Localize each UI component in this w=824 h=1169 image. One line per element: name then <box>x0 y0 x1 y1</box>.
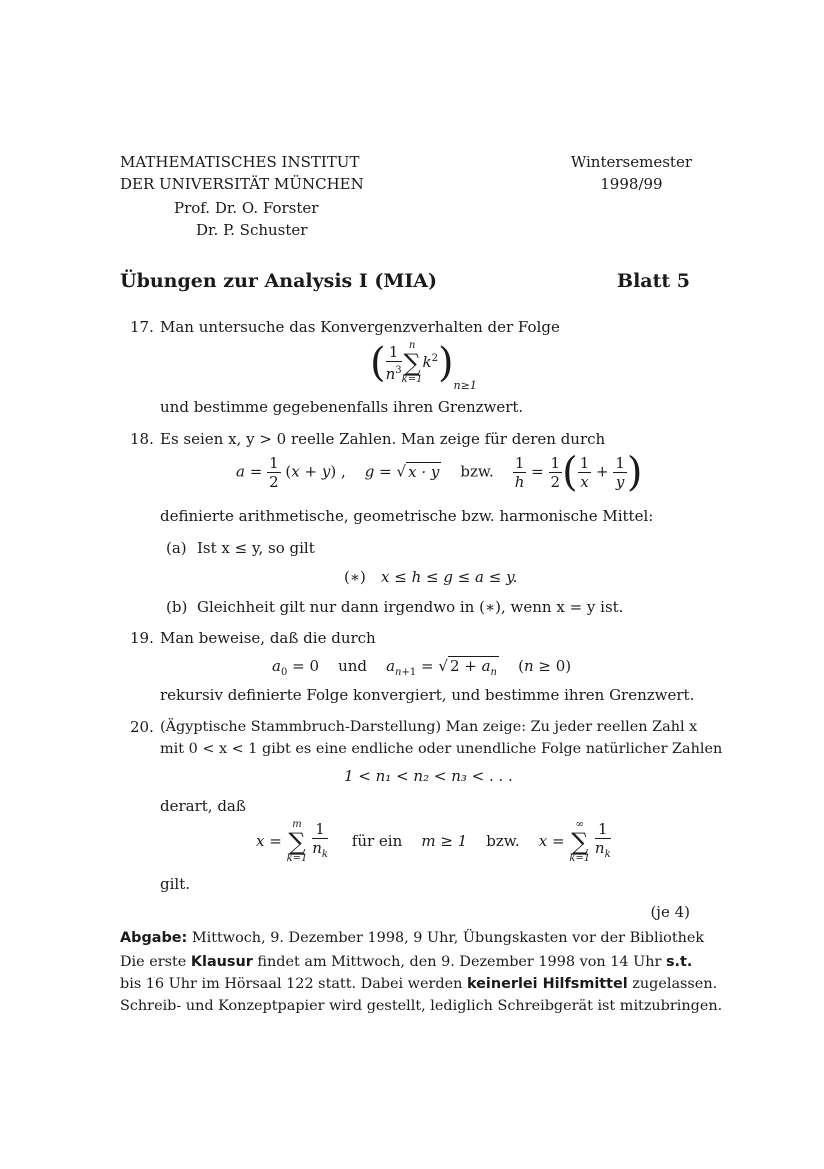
exercise-20-number: 20. <box>130 718 154 736</box>
exam-line-2 <box>120 973 717 995</box>
m-condition: m ≥ 1 <box>421 832 468 850</box>
assistant-name: Dr. P. Schuster <box>196 221 308 239</box>
staff <box>174 197 318 241</box>
exercise-17-text: Man untersuche das Konvergenzverhalten der Folge <box>160 318 560 336</box>
institute-name <box>120 151 364 195</box>
bzw-word: bzw. <box>486 832 520 850</box>
exercise-18-number: 18. <box>130 430 154 448</box>
exercise-20-line-2: mit 0 < x < 1 gibt es eine endliche oder unendliche Folge natürlicher Zahlen <box>160 741 723 757</box>
submission-label: Abgabe: <box>120 930 188 946</box>
exercise-18-a-text: Ist x ≤ y, so gilt <box>197 539 315 557</box>
professor-name: Prof. Dr. O. Forster <box>174 199 319 217</box>
exam-keyword: Klausur <box>190 954 253 970</box>
exercise-17-number: 17. <box>130 318 154 336</box>
exam-line-3: Schreib- und Konzeptpapier wird gestellt, lediglich Schreibgerät ist mitzubringen. <box>120 998 723 1014</box>
exercise-17-after: und bestimme gegebenenfalls ihren Grenzwert. <box>160 398 524 416</box>
exercise-18-formula: a = $\frac{1}{2}$ (x + y) , g = √ x · y bzw. $\frac{1}{h}$ = $\frac{1}{2}$ ( $\frac{1}{x}$ + $\frac{1}{y}$ ) <box>236 449 643 496</box>
sheet-number: Blatt 5 <box>617 270 690 292</box>
exercise-20-derart: derart, daß <box>160 797 246 815</box>
year: 1998/99 <box>600 175 663 193</box>
exam-date-text: findet am Mittwoch, den 9. Dezember 1998 von 14 Uhr <box>257 954 662 970</box>
exercise-18-b-text: Gleichheit gilt nur dann irgendwo in (∗), wenn x = y ist. <box>197 598 624 616</box>
exercise-18-text: Es seien x, y > 0 reelle Zahlen. Man zeige für deren durch <box>160 430 606 448</box>
exercise-19-formula: $a_0 = 0$ und $a_{n+1}$ = √ $2 + a_n$ (n ≥ 0) <box>272 657 572 678</box>
exercise-20-gilt: gilt. <box>160 875 190 893</box>
exam-line-1 <box>120 951 692 973</box>
for-a-word: für ein <box>351 832 403 850</box>
exercise-20-sequence: 1 < n₁ < n₂ < n₃ < . . . <box>344 767 513 785</box>
exam-no-aids: keinerlei Hilfsmittel <box>466 976 628 992</box>
exam-allowed: zugelassen. <box>632 976 718 992</box>
exam-room-text: bis 16 Uhr im Hörsaal 122 statt. Dabei werden <box>120 976 463 992</box>
exercise-18-after: definierte arithmetische, geometrische bzw. harmonische Mittel: <box>160 507 654 525</box>
submission-info <box>120 927 704 949</box>
page-title: Übungen zur Analysis I (MIA) <box>120 270 438 292</box>
exam-intro: Die erste <box>120 954 187 970</box>
exercise-20-line-1: (Ägyptische Stammbruch-Darstellung) Man zeige: Zu jeder reellen Zahl x <box>160 719 698 735</box>
submission-text: Mittwoch, 9. Dezember 1998, 9 Uhr, Übungskasten vor der Bibliothek <box>191 930 705 946</box>
exercise-18-b-label: (b) <box>166 598 188 616</box>
exercise-18-inequality: x ≤ h ≤ g ≤ a ≤ y. <box>381 568 518 586</box>
institute-line-1: MATHEMATISCHES INSTITUT <box>120 153 360 171</box>
exercise-19-after: rekursiv definierte Folge konvergiert, und bestimme ihren Grenzwert. <box>160 686 695 704</box>
points-per-exercise: (je 4) <box>650 903 690 921</box>
exercise-19-text: Man beweise, daß die durch <box>160 629 376 647</box>
semester: Wintersemester <box>570 153 692 171</box>
exercise-19-number: 19. <box>130 629 154 647</box>
institute-line-2: DER UNIVERSITÄT MÜNCHEN <box>120 175 364 193</box>
exercise-18-star: (∗) <box>344 568 366 586</box>
exam-st: s.t. <box>665 954 693 970</box>
exercise-17-formula: ( $\frac{1}{n^3}$ n ∑ k=1 $k^2)_{n\ge 1}$ <box>370 340 477 392</box>
exercise-18-a-label: (a) <box>166 539 187 557</box>
semester-info <box>571 151 692 195</box>
exercise-20-formula: x = m ∑ k=1 $\frac{1}{n_k}$ für ein m ≥ 1 bzw. x = ∞ ∑ k=1 $\frac{1}{n_k}$ <box>256 819 611 864</box>
